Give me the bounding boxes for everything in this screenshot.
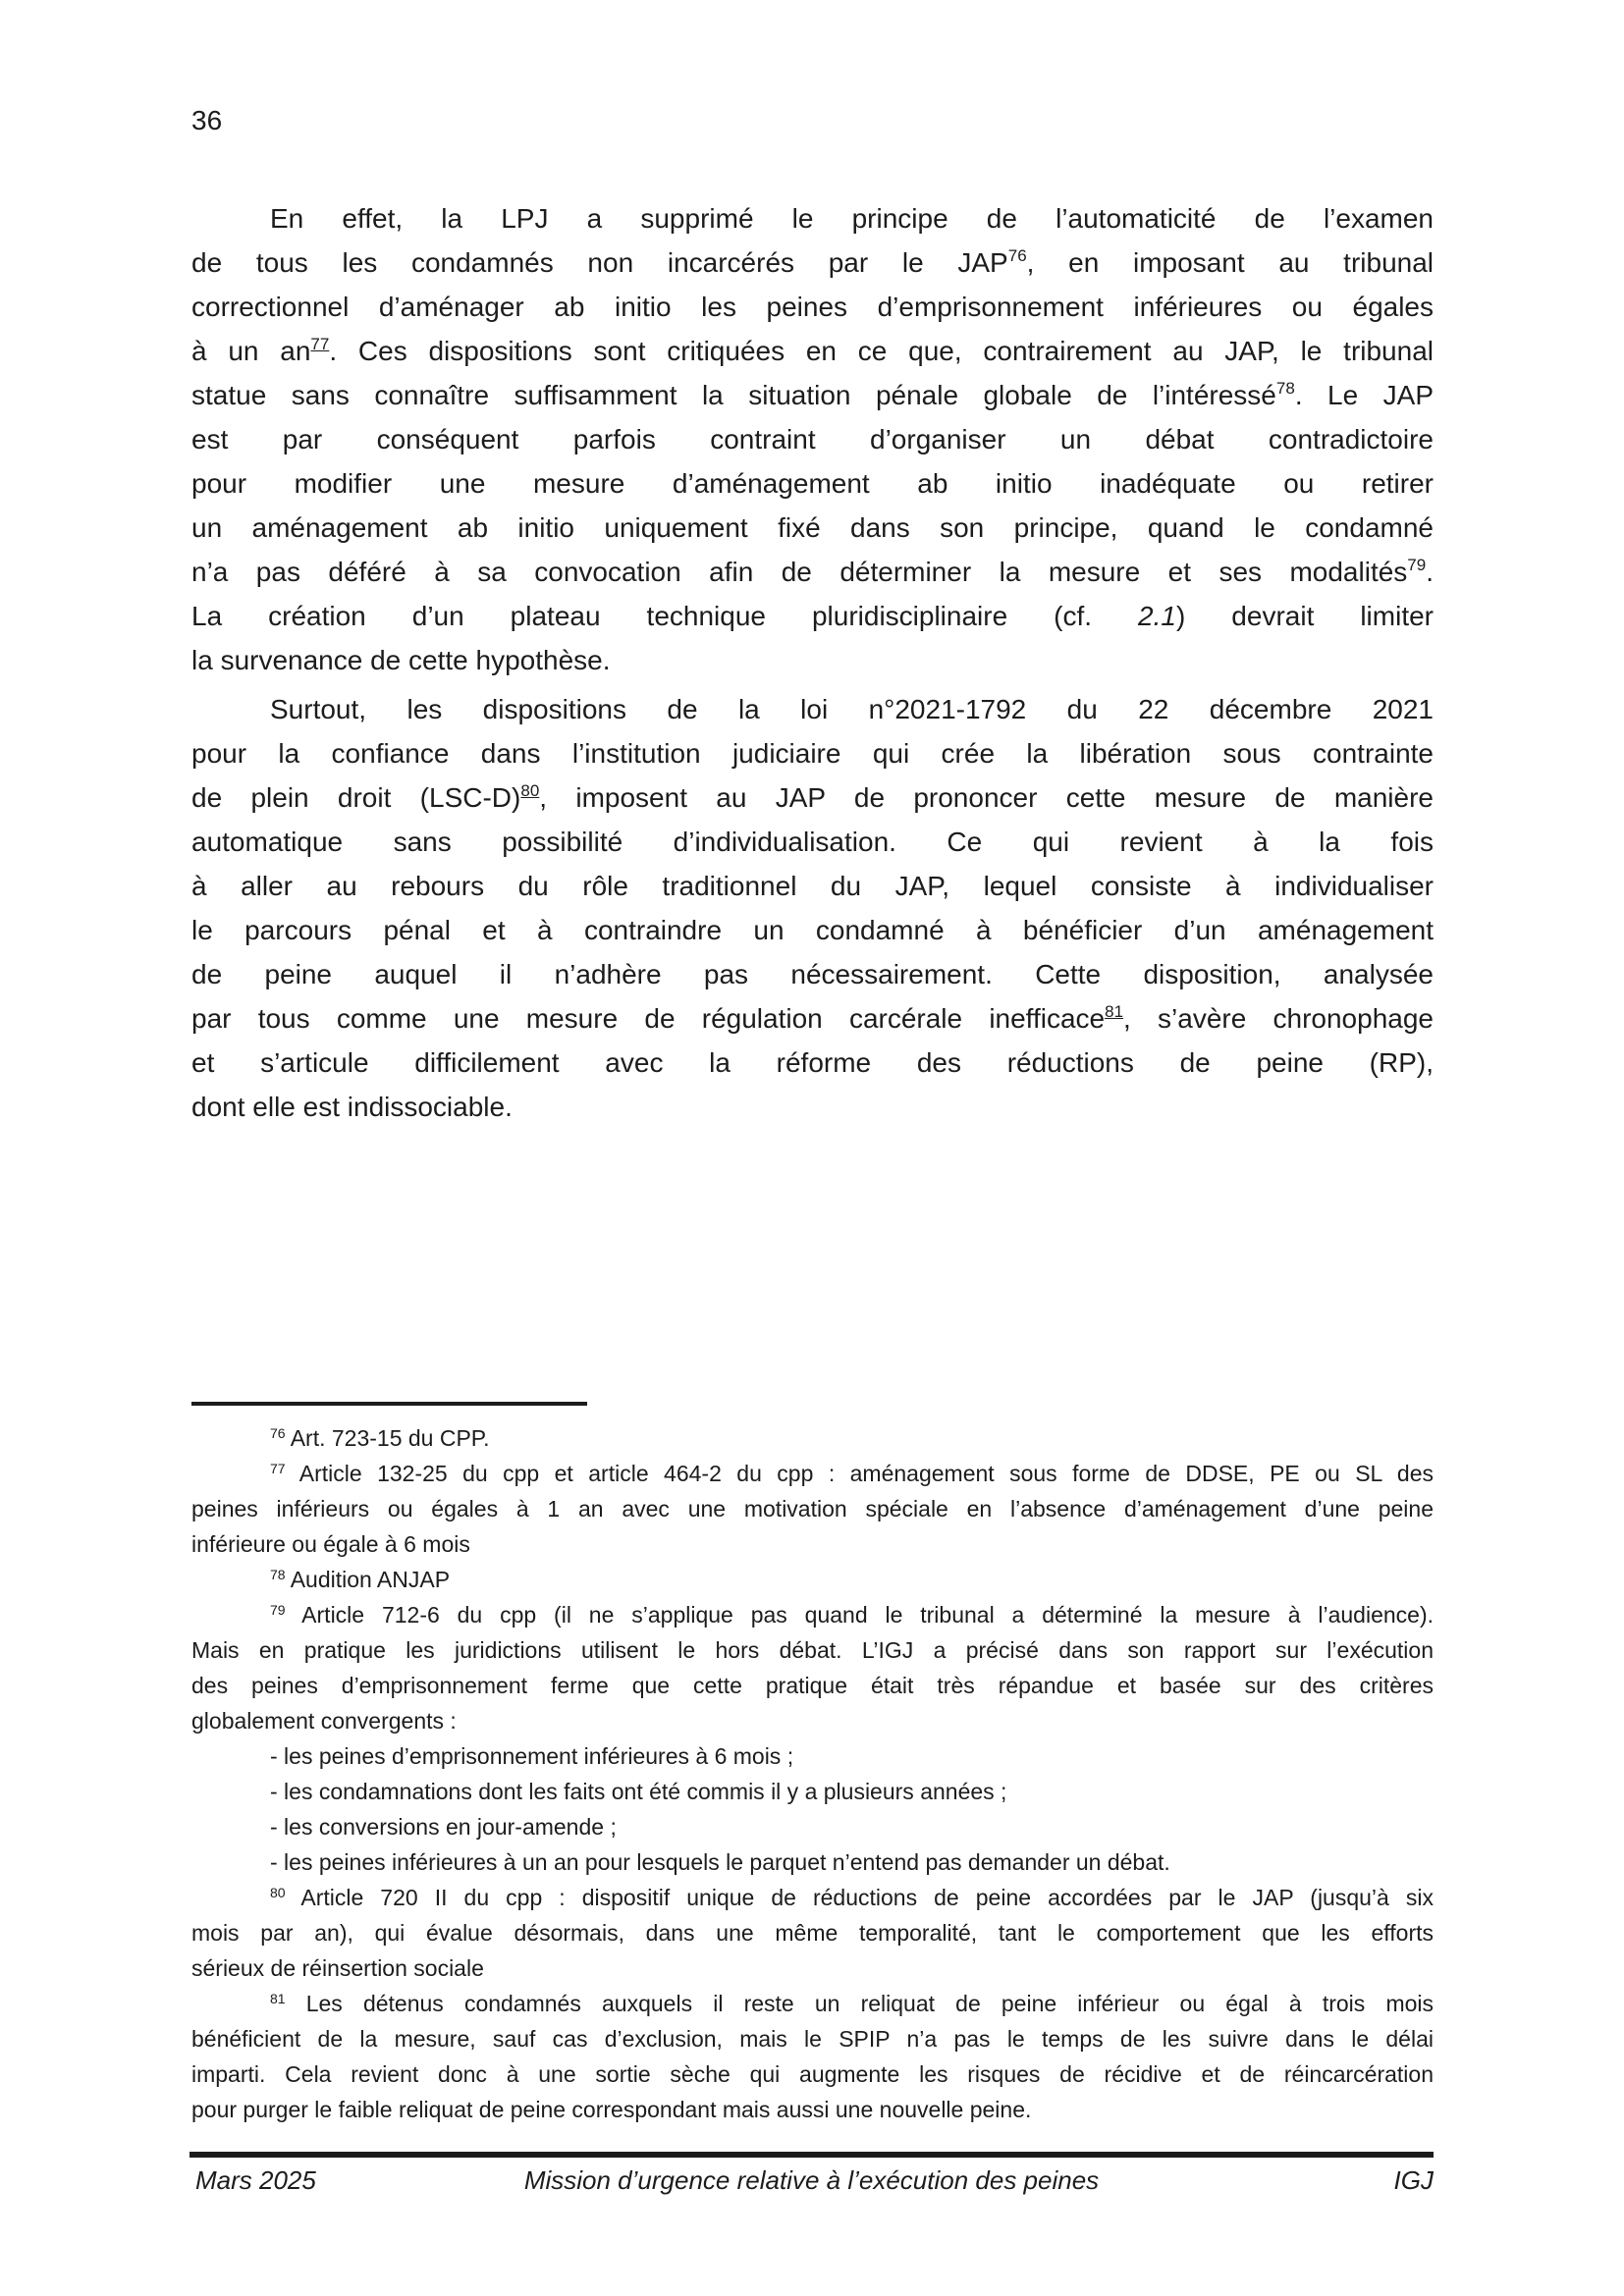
text-run: pour la confiance dans l’institution judiciaire qui crée la libération sous contrainte xyxy=(191,738,1434,769)
text-run: - les peines inférieures à un an pour lesquels le parquet n’entend pas demander un débat. xyxy=(270,1849,1170,1875)
footnote-ref-81[interactable]: 81 xyxy=(1105,1002,1124,1021)
text-run: pour purger le faible reliquat de peine correspondant mais aussi une nouvelle peine. xyxy=(191,2097,1032,2122)
text-line xyxy=(191,687,1434,731)
text-run: Article 712-6 du cpp (il ne s’applique pas quand le tribunal a déterminé la mesure à l’audience). xyxy=(285,1602,1434,1628)
text-line xyxy=(191,1562,1434,1597)
text-run: - les condamnations dont les faits ont été commis il y a plusieurs années ; xyxy=(270,1779,1007,1804)
text-run: sérieux de réinsertion sociale xyxy=(191,1955,484,1981)
text-line xyxy=(191,1632,1434,1668)
footnote-ref-81: 81 xyxy=(270,1991,286,2006)
footer-title: Mission d’urgence relative à l’exécution des peines xyxy=(523,2165,1100,2195)
text-line xyxy=(191,461,1434,506)
text-line xyxy=(191,1809,1434,1844)
text-run: Article 720 II du cpp : dispositif unique de réductions de peine accordées par le JAP (jusqu’à six xyxy=(285,1885,1434,1910)
text-line xyxy=(191,1844,1434,1880)
text-line xyxy=(191,1491,1434,1526)
text-run: un aménagement ab initio uniquement fixé dans son principe, quand le condamné xyxy=(191,512,1434,543)
text-run: Les détenus condamnés auxquels il reste un reliquat de peine inférieur ou égal à trois mois xyxy=(285,1991,1434,2016)
footnote-ref-80: 80 xyxy=(270,1885,286,1900)
text-line xyxy=(191,240,1434,285)
text-run: pour modifier une mesure d’aménagement ab initio inadéquate ou retirer xyxy=(191,468,1434,499)
text-line xyxy=(191,594,1434,638)
text-line xyxy=(191,196,1434,240)
text-line xyxy=(191,373,1434,417)
text-run: , imposent au JAP de prononcer cette mesure de manière xyxy=(539,782,1434,813)
text-line xyxy=(191,2092,1434,2127)
text-line xyxy=(191,1738,1434,1774)
footnote-ref-76: 76 xyxy=(270,1425,286,1441)
text-run: Mais en pratique les juridictions utilisent le hors débat. L’IGJ a précisé dans son rapport sur l’exécution xyxy=(191,1637,1434,1663)
text-run: la survenance de cette hypothèse. xyxy=(191,645,611,675)
footnote-ref-79: 79 xyxy=(1407,556,1427,574)
text-run: globalement convergents : xyxy=(191,1708,457,1734)
text-run: inférieure ou égale à 6 mois xyxy=(191,1531,470,1557)
footnote-ref-78: 78 xyxy=(1275,379,1295,398)
text-line xyxy=(191,1041,1434,1085)
footnotes-block xyxy=(191,1420,1434,2127)
text-run: n’a pas déféré à sa convocation afin de déterminer la mesure et ses modalités xyxy=(191,557,1408,587)
text-run: - les peines d’emprisonnement inférieures à 6 mois ; xyxy=(270,1743,794,1769)
text-run: 2.1 xyxy=(1138,601,1176,631)
text-run: et s’articule difficilement avec la réforme des réductions de peine (RP), xyxy=(191,1047,1434,1078)
text-run: à aller au rebours du rôle traditionnel du JAP, lequel consiste à individualiser xyxy=(191,871,1434,901)
text-run: . xyxy=(1426,557,1434,587)
text-line xyxy=(191,996,1434,1041)
footer-org: IGJ xyxy=(1393,2165,1434,2195)
text-line xyxy=(191,550,1434,594)
text-run: le parcours pénal et à contraindre un condamné à bénéficier d’un aménagement xyxy=(191,915,1434,945)
text-line xyxy=(191,731,1434,775)
text-run: est par conséquent parfois contraint d’organiser un débat contradictoire xyxy=(191,424,1434,454)
text-line xyxy=(191,1774,1434,1809)
text-run: imparti. Cela revient donc à une sortie sèche qui augmente les risques de récidive et de réincarcération xyxy=(191,2061,1434,2087)
text-run: par tous comme une mesure de régulation carcérale inefficace xyxy=(191,1003,1106,1034)
body-paragraph-2 xyxy=(191,687,1434,1129)
text-line xyxy=(191,775,1434,820)
text-line xyxy=(191,864,1434,908)
text-line xyxy=(191,329,1434,373)
text-run: Article 132-25 du cpp et article 464-2 du cpp : aménagement sous forme de DDSE, PE ou SL des xyxy=(285,1461,1434,1486)
text-run: , s’avère chronophage xyxy=(1123,1003,1434,1034)
text-run: de tous les condamnés non incarcérés par le JAP xyxy=(191,247,1008,278)
footnote-ref-76: 76 xyxy=(1007,246,1027,265)
footnote-ref-77: 77 xyxy=(270,1461,286,1476)
text-run: La création d’un plateau technique pluridisciplinaire (cf. xyxy=(191,601,1139,631)
text-line xyxy=(191,908,1434,952)
text-run: . Le JAP xyxy=(1294,380,1434,410)
footnote-separator xyxy=(191,1402,587,1406)
text-line xyxy=(191,638,1434,682)
text-run: à un an xyxy=(191,336,311,366)
text-run: Audition ANJAP xyxy=(285,1567,451,1592)
text-line xyxy=(191,1880,1434,1915)
text-run: Art. 723-15 du CPP. xyxy=(285,1425,490,1451)
text-line xyxy=(191,1085,1434,1129)
text-line xyxy=(191,1668,1434,1703)
footnote-ref-78: 78 xyxy=(270,1567,286,1582)
text-run: . Ces dispositions sont critiquées en ce que, contrairement au JAP, le tribunal xyxy=(329,336,1434,366)
text-line xyxy=(191,506,1434,550)
text-line xyxy=(191,417,1434,461)
footnote-ref-80[interactable]: 80 xyxy=(520,781,540,800)
text-line xyxy=(191,1703,1434,1738)
footer-date: Mars 2025 xyxy=(195,2165,316,2195)
footnote-ref-77[interactable]: 77 xyxy=(310,335,330,353)
text-line xyxy=(191,1597,1434,1632)
text-run: En effet, la LPJ a supprimé le principe de l’automaticité de l’examen xyxy=(270,203,1434,234)
footer-separator xyxy=(189,2152,1434,2158)
text-line xyxy=(191,1526,1434,1562)
text-run: des peines d’emprisonnement ferme que cette pratique était très répandue et basée sur des critères xyxy=(191,1673,1434,1698)
text-run: peines inférieurs ou égales à 1 an avec une motivation spéciale en l’absence d’aménagement d’une peine xyxy=(191,1496,1434,1522)
footnote-ref-79: 79 xyxy=(270,1602,286,1618)
text-line xyxy=(191,1986,1434,2021)
text-run: bénéficient de la mesure, sauf cas d’exclusion, mais le SPIP n’a pas le temps de les suivre dans le délai xyxy=(191,2026,1434,2052)
text-line xyxy=(191,1915,1434,1950)
text-run: Surtout, les dispositions de la loi n°2021-1792 du 22 décembre 2021 xyxy=(270,694,1434,724)
text-line xyxy=(191,2021,1434,2056)
text-run: - les conversions en jour-amende ; xyxy=(270,1814,617,1840)
text-run: automatique sans possibilité d’individualisation. Ce qui revient à la fois xyxy=(191,827,1434,857)
text-run: , en imposant au tribunal xyxy=(1026,247,1435,278)
text-line xyxy=(191,820,1434,864)
page-number: 36 xyxy=(191,105,223,135)
text-run: ) devrait limiter xyxy=(1175,601,1435,631)
text-line xyxy=(191,1456,1434,1491)
text-run: mois par an), qui évalue désormais, dans une même temporalité, tant le comportement que les efforts xyxy=(191,1920,1434,1946)
text-run: correctionnel d’aménager ab initio les peines d’emprisonnement inférieures ou égales xyxy=(191,292,1434,322)
text-line xyxy=(191,952,1434,996)
text-line xyxy=(191,285,1434,329)
text-run: statue sans connaître suffisamment la situation pénale globale de l’intéressé xyxy=(191,380,1276,410)
body-paragraph-1 xyxy=(191,196,1434,682)
text-run: de peine auquel il n’adhère pas nécessairement. Cette disposition, analysée xyxy=(191,959,1434,989)
text-run: dont elle est indissociable. xyxy=(191,1092,513,1122)
text-line xyxy=(191,1420,1434,1456)
text-line xyxy=(191,1950,1434,1986)
text-line xyxy=(191,2056,1434,2092)
text-run: de plein droit (LSC-D) xyxy=(191,782,521,813)
